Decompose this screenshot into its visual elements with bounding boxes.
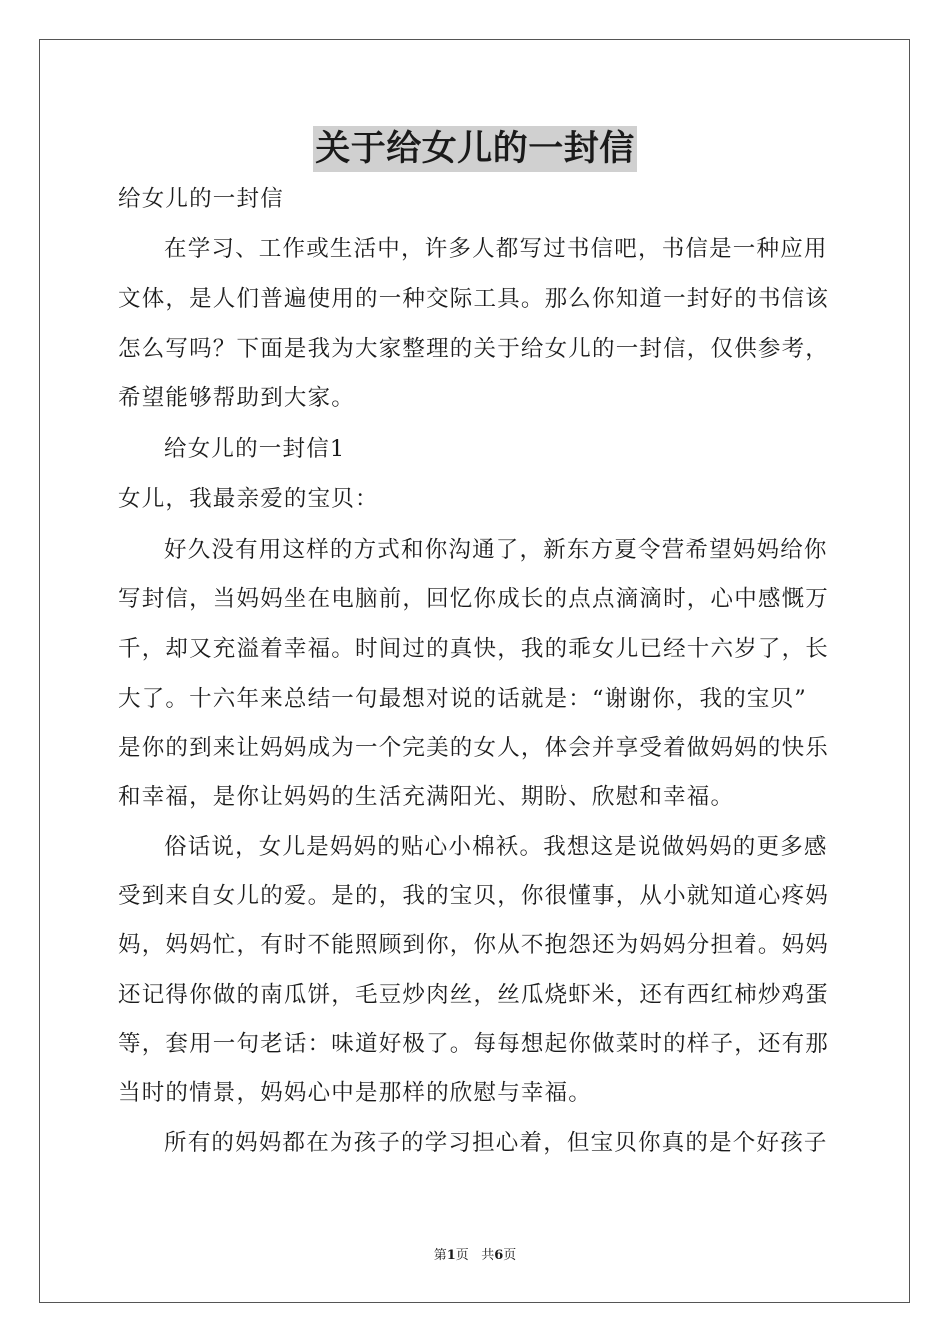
paragraph-line: 受到来自女儿的爱。是的，我的宝贝，你很懂事，从小就知道心疼妈 (118, 883, 830, 909)
paragraph-line: 大了。十六年来总结一句最想对说的话就是：“谢谢你，我的宝贝” (118, 686, 808, 712)
paragraph-line: 所有的妈妈都在为孩子的学习担心着，但宝贝你真的是个好孩子 (164, 1130, 828, 1156)
paragraph-line: 还记得你做的南瓜饼，毛豆炒肉丝，丝瓜烧虾米，还有西红柿炒鸡蛋 (118, 982, 830, 1008)
page-prefix: 第 (433, 1248, 447, 1263)
page-current: 1 (446, 1248, 456, 1263)
paragraph-line: 在学习、工作或生活中，许多人都写过书信吧，书信是一种应用 (164, 236, 828, 262)
total-prefix: 共 (481, 1248, 495, 1263)
salutation-line: 女儿，我最亲爱的宝贝： (118, 486, 379, 512)
page-suffix: 页 (455, 1248, 469, 1263)
paragraph-line: 千，却又充溢着幸福。时间过的真快，我的乖女儿已经十六岁了，长 (118, 636, 830, 662)
paragraph-line: 希望能够帮助到大家。 (118, 385, 356, 411)
paragraph-line: 和幸福，是你让妈妈的生活充满阳光、期盼、欣慰和幸福。 (118, 784, 735, 810)
paragraph-line: 俗话说，女儿是妈妈的贴心小棉袄。我想这是说做妈妈的更多感 (164, 834, 828, 860)
letter-heading: 给女儿的一封信1 (164, 436, 346, 462)
page-border (39, 39, 910, 1303)
total-suffix: 页 (503, 1248, 517, 1263)
paragraph-line: 好久没有用这样的方式和你沟通了，新东方夏令营希望妈妈给你 (164, 537, 828, 563)
paragraph-line: 文体，是人们普遍使用的一种交际工具。那么你知道一封好的书信该 (118, 286, 830, 312)
paragraph-line: 怎么写吗？下面是我为大家整理的关于给女儿的一封信，仅供参考， (118, 336, 830, 362)
paragraph-line: 是你的到来让妈妈成为一个完美的女人，体会并享受着做妈妈的快乐 (118, 735, 830, 761)
paragraph-line: 等，套用一句老话：味道好极了。每每想起你做菜时的样子，还有那 (118, 1031, 830, 1057)
paragraph-line: 写封信，当妈妈坐在电脑前，回忆你成长的点点滴滴时，心中感慨万 (118, 586, 830, 612)
page-footer (0, 1247, 950, 1265)
document-title: 关于给女儿的一封信 (313, 126, 637, 172)
title-container (0, 126, 950, 172)
paragraph-line: 妈，妈妈忙，有时不能照顾到你，你从不抱怨还为妈妈分担着。妈妈 (118, 932, 830, 958)
paragraph-line: 当时的情景，妈妈心中是那样的欣慰与幸福。 (118, 1080, 593, 1106)
page-total: 6 (494, 1248, 504, 1263)
subtitle-line: 给女儿的一封信 (118, 186, 284, 212)
